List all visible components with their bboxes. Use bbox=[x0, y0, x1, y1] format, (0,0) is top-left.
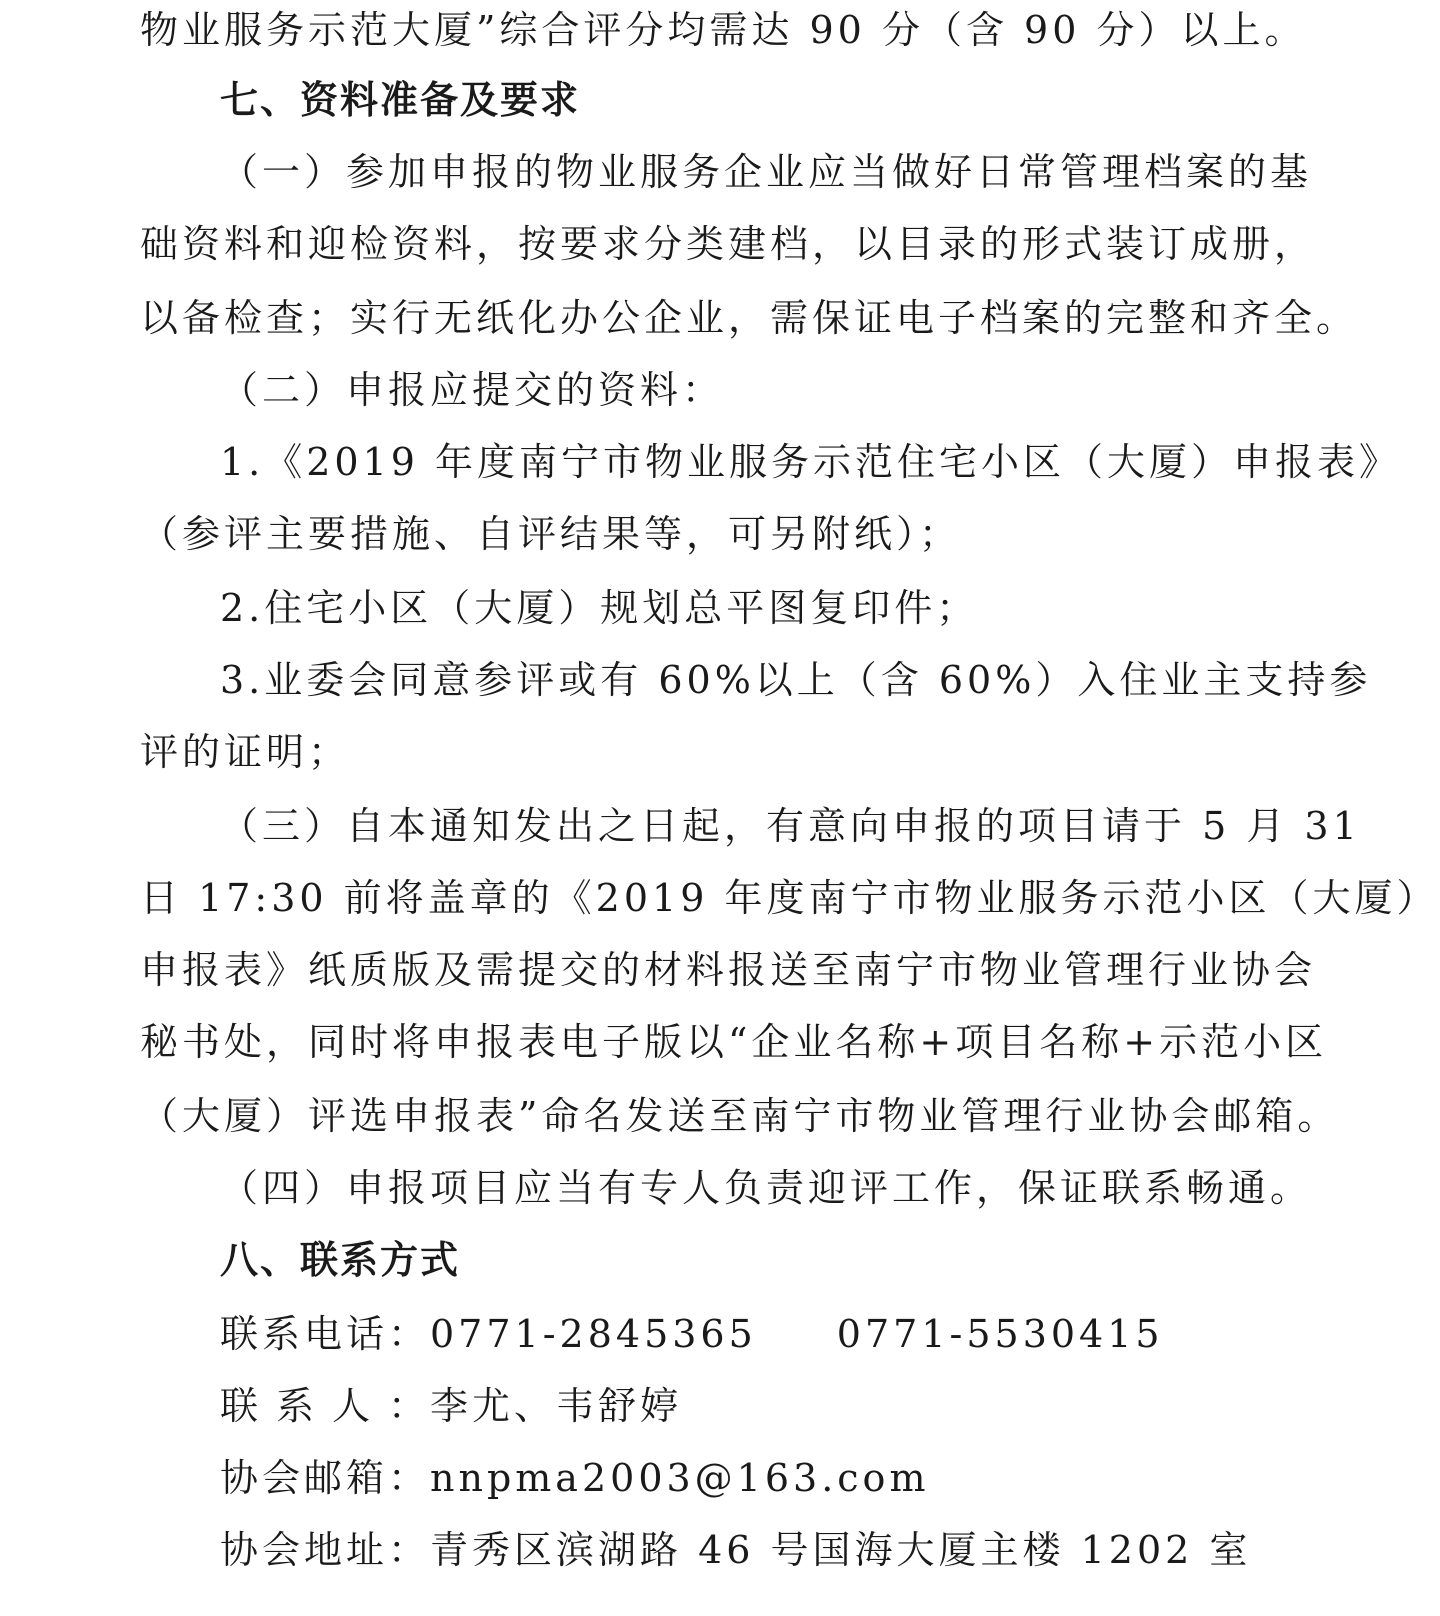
contact-phone-row bbox=[220, 1304, 1164, 1364]
paragraph-line: 秘书处，同时将申报表电子版以“企业名称+项目名称+示范小区 bbox=[140, 1020, 1328, 1064]
paragraph-line: （二）申报应提交的资料： bbox=[220, 368, 725, 412]
paragraph-line: 以备检查；实行无纸化办公企业，需保证电子档案的完整和齐全。 bbox=[140, 296, 1359, 340]
email-label: 协会邮箱： bbox=[220, 1456, 431, 1500]
paragraph-line: 日 17:30 前将盖章的《2019 年度南宁市物业服务示范小区（大厦） bbox=[140, 876, 1439, 920]
list-item-continuation: （参评主要措施、自评结果等，可另附纸）； bbox=[140, 512, 962, 556]
phone-label: 联系电话： bbox=[220, 1312, 431, 1356]
paragraph-line: 物业服务示范大厦”综合评分均需达 90 分（含 90 分）以上。 bbox=[140, 8, 1307, 52]
email-value: nnpma2003@163.com bbox=[430, 1456, 930, 1500]
contact-person-row bbox=[220, 1376, 682, 1436]
list-item: 3.业委会同意参评或有 60%以上（含 60%）入住业主支持参 bbox=[220, 658, 1372, 702]
address-value: 青秀区滨湖路 46 号国海大厦主楼 1202 室 bbox=[430, 1528, 1252, 1572]
paragraph-line: 础资料和迎检资料，按要求分类建档，以目录的形式装订成册， bbox=[140, 222, 1317, 266]
section-heading-7: 七、资料准备及要求 bbox=[220, 78, 581, 122]
paragraph-line: （四）申报项目应当有专人负责迎评工作，保证联系畅通。 bbox=[220, 1166, 1313, 1210]
paragraph-line: 申报表》纸质版及需提交的材料报送至南宁市物业管理行业协会 bbox=[140, 948, 1317, 992]
paragraph-line: （一）参加申报的物业服务企业应当做好日常管理档案的基 bbox=[220, 150, 1313, 194]
contact-address-row bbox=[220, 1520, 1251, 1580]
list-item: 1.《2019 年度南宁市物业服务示范住宅小区（大厦）申报表》 bbox=[220, 440, 1402, 484]
paragraph-line: （三）自本通知发出之日起，有意向申报的项目请于 5 月 31 bbox=[220, 804, 1361, 848]
contact-email-row bbox=[220, 1448, 929, 1508]
phone-number-2: 0771-5530415 bbox=[836, 1312, 1164, 1356]
person-value: 李尤、韦舒婷 bbox=[430, 1384, 683, 1428]
list-item: 2.住宅小区（大厦）规划总平图复印件； bbox=[220, 586, 979, 630]
list-item-continuation: 评的证明； bbox=[140, 730, 351, 774]
address-label: 协会地址： bbox=[220, 1528, 431, 1572]
paragraph-line: （大厦）评选申报表”命名发送至南宁市物业管理行业协会邮箱。 bbox=[140, 1094, 1340, 1138]
phone-number-1: 0771-2845365 bbox=[430, 1312, 757, 1356]
person-label: 联系人： bbox=[220, 1384, 445, 1428]
section-heading-8: 八、联系方式 bbox=[220, 1238, 461, 1282]
